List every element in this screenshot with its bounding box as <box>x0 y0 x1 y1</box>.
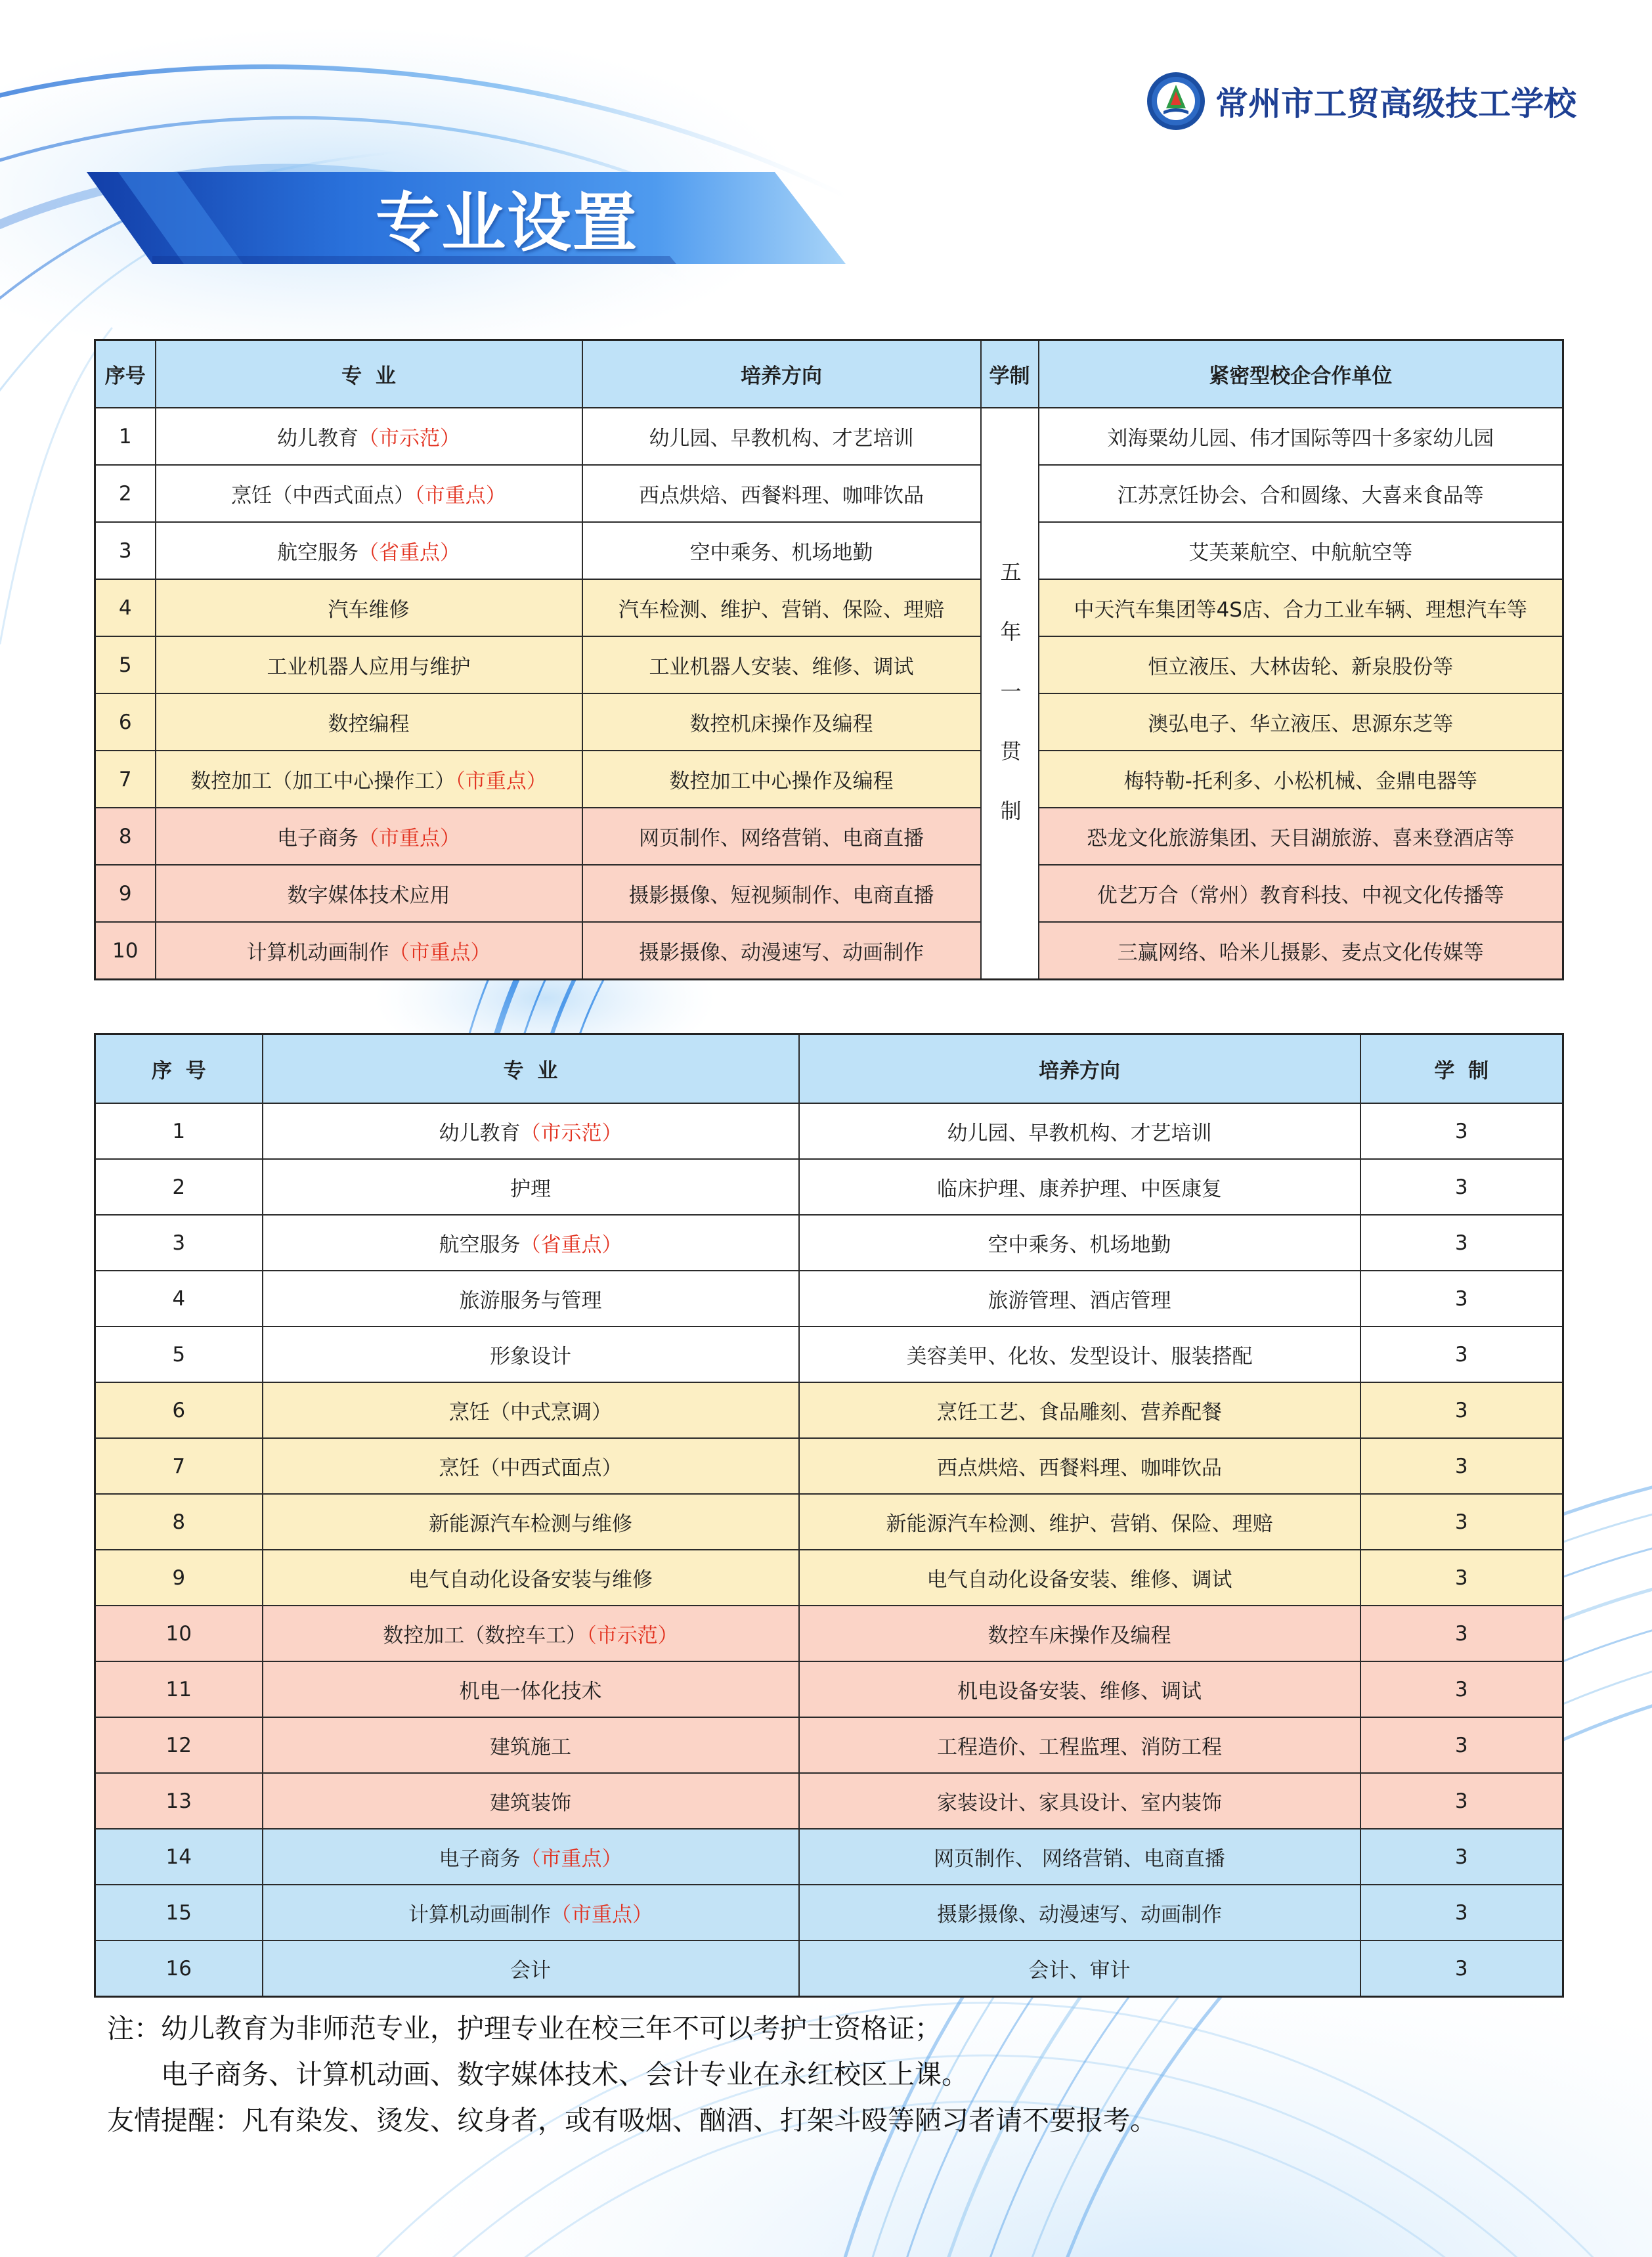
training-direction: 电气自动化设备安装、维修、调试 <box>799 1550 1360 1606</box>
major-cell <box>156 922 582 980</box>
partner-companies: 恒立液压、大林齿轮、新泉股份等 <box>1039 636 1563 693</box>
row-number: 8 <box>95 808 156 865</box>
row-number: 4 <box>95 579 156 636</box>
header-system: 学 制 <box>1360 1034 1563 1104</box>
row-number: 10 <box>95 922 156 980</box>
row-number: 4 <box>95 1271 263 1326</box>
partner-companies: 中天汽车集团等4S店、合力工业车辆、理想汽车等 <box>1039 579 1563 636</box>
row-number: 2 <box>95 465 156 522</box>
partner-companies: 澳弘电子、华立液压、思源东芝等 <box>1039 693 1563 751</box>
school-name: 常州市工贸高级技工学校 <box>1215 85 1576 123</box>
reminder-line: 友情提醒：凡有染发、烫发、纹身者，或有吸烟、酗酒、打架斗殴等陋习者请不要报考。 <box>107 2105 1157 2136</box>
table-row <box>95 865 1563 922</box>
row-number: 6 <box>95 1382 263 1438</box>
table-row <box>95 1159 1563 1215</box>
school-years: 3 <box>1360 1159 1563 1215</box>
major-level-tag: （市示范） <box>520 1122 622 1145</box>
training-direction: 网页制作、网络营销、电商直播 <box>582 808 981 865</box>
major-cell <box>263 1885 799 1940</box>
school-years: 3 <box>1360 1606 1563 1661</box>
major-cell <box>156 751 582 808</box>
training-direction: 数控车床操作及编程 <box>799 1606 1360 1661</box>
major-cell <box>156 579 582 636</box>
major-name: 数字媒体技术应用 <box>287 884 450 908</box>
training-direction: 数控机床操作及编程 <box>582 693 981 751</box>
major-name: 电子商务 <box>277 827 359 850</box>
major-level-tag: （市重点） <box>551 1903 653 1927</box>
header-major: 专 业 <box>156 340 582 408</box>
table-row <box>95 1773 1563 1829</box>
major-cell <box>263 1717 799 1773</box>
major-cell <box>263 1773 799 1829</box>
table-row <box>95 1382 1563 1438</box>
major-name: 新能源汽车检测与维修 <box>429 1512 632 1536</box>
row-number: 1 <box>95 408 156 465</box>
training-direction: 幼儿园、早教机构、才艺培训 <box>799 1103 1360 1159</box>
major-name: 护理 <box>510 1177 551 1201</box>
row-number: 9 <box>95 1550 263 1606</box>
table-row <box>95 1885 1563 1940</box>
training-direction: 家装设计、家具设计、室内装饰 <box>799 1773 1360 1829</box>
row-number: 7 <box>95 751 156 808</box>
school-years: 3 <box>1360 1829 1563 1885</box>
five-year-majors-table <box>94 339 1564 980</box>
major-cell <box>263 1829 799 1885</box>
major-cell <box>263 1606 799 1661</box>
row-number: 8 <box>95 1494 263 1550</box>
training-direction: 汽车检测、维护、营销、保险、理赔 <box>582 579 981 636</box>
major-name: 会计 <box>510 1959 551 1983</box>
major-name: 工业机器人应用与维护 <box>267 655 471 679</box>
training-direction: 新能源汽车检测、维护、营销、保险、理赔 <box>799 1494 1360 1550</box>
table-header-row <box>95 1034 1563 1104</box>
major-cell <box>156 808 582 865</box>
row-number: 7 <box>95 1438 263 1494</box>
row-number: 14 <box>95 1829 263 1885</box>
table-body <box>95 408 1563 980</box>
row-number: 16 <box>95 1940 263 1997</box>
school-emblem-icon <box>1146 71 1206 131</box>
major-name: 建筑施工 <box>490 1736 571 1759</box>
training-direction: 西点烘焙、西餐料理、咖啡饮品 <box>799 1438 1360 1494</box>
major-level-tag: （市重点） <box>520 1847 622 1871</box>
major-cell <box>263 1271 799 1326</box>
table-row <box>95 922 1563 980</box>
note-line: 注：幼儿教育为非师范专业，护理专业在校三年不可以考护士资格证； <box>107 2013 942 2044</box>
table-row <box>95 1494 1563 1550</box>
training-direction: 数控加工中心操作及编程 <box>582 751 981 808</box>
major-name: 电子商务 <box>439 1847 521 1871</box>
major-name: 航空服务 <box>439 1233 521 1257</box>
header-system: 学制 <box>981 340 1039 408</box>
school-years: 3 <box>1360 1940 1563 1997</box>
major-cell <box>263 1382 799 1438</box>
school-years: 3 <box>1360 1494 1563 1550</box>
page-title: 专业设置 <box>376 186 639 261</box>
row-number: 6 <box>95 693 156 751</box>
school-years: 3 <box>1360 1885 1563 1940</box>
training-direction: 工程造价、工程监理、消防工程 <box>799 1717 1360 1773</box>
school-years: 3 <box>1360 1550 1563 1606</box>
table-row <box>95 808 1563 865</box>
training-direction: 烹饪工艺、食品雕刻、营养配餐 <box>799 1382 1360 1438</box>
header-partners: 紧密型校企合作单位 <box>1039 340 1563 408</box>
row-number: 9 <box>95 865 156 922</box>
table-row <box>95 1326 1563 1382</box>
major-cell <box>263 1494 799 1550</box>
major-name: 汽车维修 <box>328 598 410 622</box>
major-name: 数控编程 <box>328 712 410 736</box>
school-years: 3 <box>1360 1326 1563 1382</box>
major-level-tag: （市重点） <box>359 827 460 850</box>
notes <box>107 2005 1157 2143</box>
partner-companies: 梅特勒-托利多、小松机械、金鼎电器等 <box>1039 751 1563 808</box>
major-name: 机电一体化技术 <box>459 1680 602 1703</box>
row-number: 15 <box>95 1885 263 1940</box>
major-cell <box>156 693 582 751</box>
training-direction: 空中乘务、机场地勤 <box>799 1215 1360 1271</box>
table-row <box>95 1271 1563 1326</box>
major-name: 数控加工（加工中心操作工） <box>190 770 456 793</box>
row-number: 3 <box>95 522 156 579</box>
major-level-tag: （省重点） <box>520 1233 622 1257</box>
table-row <box>95 408 1563 465</box>
training-direction: 机电设备安装、维修、调试 <box>799 1661 1360 1717</box>
table-row <box>95 693 1563 751</box>
school-years: 3 <box>1360 1438 1563 1494</box>
school-years: 3 <box>1360 1717 1563 1773</box>
row-number: 12 <box>95 1717 263 1773</box>
table-header-row <box>95 340 1563 408</box>
row-number: 5 <box>95 1326 263 1382</box>
partner-companies: 艾芙莱航空、中航航空等 <box>1039 522 1563 579</box>
row-number: 10 <box>95 1606 263 1661</box>
row-number: 1 <box>95 1103 263 1159</box>
table-row <box>95 1103 1563 1159</box>
major-cell <box>263 1550 799 1606</box>
training-direction: 摄影摄像、短视频制作、电商直播 <box>582 865 981 922</box>
training-direction: 工业机器人安装、维修、调试 <box>582 636 981 693</box>
row-number: 3 <box>95 1215 263 1271</box>
school-years: 3 <box>1360 1661 1563 1717</box>
table-row <box>95 1606 1563 1661</box>
table-body <box>95 1103 1563 1997</box>
training-direction: 空中乘务、机场地勤 <box>582 522 981 579</box>
table-row <box>95 1829 1563 1885</box>
major-cell <box>263 1326 799 1382</box>
training-direction: 西点烘焙、西餐料理、咖啡饮品 <box>582 465 981 522</box>
school-logo <box>1146 71 1576 131</box>
major-level-tag: （市重点） <box>389 941 491 965</box>
major-name: 航空服务 <box>277 541 359 565</box>
training-direction: 临床护理、康养护理、中医康复 <box>799 1159 1360 1215</box>
major-name: 电气自动化设备安装与维修 <box>408 1568 653 1592</box>
major-name: 烹饪（中西式面点） <box>231 484 415 508</box>
major-name: 形象设计 <box>490 1345 571 1369</box>
major-name: 旅游服务与管理 <box>459 1289 602 1313</box>
school-years: 3 <box>1360 1215 1563 1271</box>
header-number: 序 号 <box>95 1034 263 1104</box>
table-row <box>95 1550 1563 1606</box>
header-direction: 培养方向 <box>799 1034 1360 1104</box>
table-row <box>95 751 1563 808</box>
school-years: 3 <box>1360 1773 1563 1829</box>
major-name: 计算机动画制作 <box>246 941 389 965</box>
table-row <box>95 1438 1563 1494</box>
major-level-tag: （市示范） <box>586 1624 678 1648</box>
table-row <box>95 522 1563 579</box>
school-years: 3 <box>1360 1103 1563 1159</box>
partner-companies: 刘海粟幼儿园、伟才国际等四十多家幼儿园 <box>1039 408 1563 465</box>
major-cell <box>156 522 582 579</box>
major-cell <box>156 636 582 693</box>
header-number: 序号 <box>95 340 156 408</box>
header-major: 专 业 <box>263 1034 799 1104</box>
school-years: 3 <box>1360 1271 1563 1326</box>
school-system-value: 五年一贯制 <box>997 561 1022 860</box>
partner-companies: 恐龙文化旅游集团、天目湖旅游、喜来登酒店等 <box>1039 808 1563 865</box>
major-level-tag: （市重点） <box>414 484 506 508</box>
partner-companies: 江苏烹饪协会、合和圆缘、大喜来食品等 <box>1039 465 1563 522</box>
major-name: 计算机动画制作 <box>408 1903 551 1927</box>
major-level-tag: （市重点） <box>455 770 547 793</box>
major-name: 建筑装饰 <box>490 1791 571 1815</box>
major-cell <box>156 465 582 522</box>
training-direction: 美容美甲、化妆、发型设计、服装搭配 <box>799 1326 1360 1382</box>
school-years: 3 <box>1360 1382 1563 1438</box>
major-name: 数控加工（数控车工） <box>383 1624 587 1648</box>
major-name: 烹饪（中式烹调） <box>449 1401 612 1424</box>
table-row <box>95 1661 1563 1717</box>
major-cell <box>263 1215 799 1271</box>
partner-companies: 优艺万合（常州）教育科技、中视文化传播等 <box>1039 865 1563 922</box>
major-name: 烹饪（中西式面点） <box>439 1457 622 1480</box>
major-cell <box>263 1438 799 1494</box>
header-direction: 培养方向 <box>582 340 981 408</box>
training-direction: 会计、审计 <box>799 1940 1360 1997</box>
row-number: 11 <box>95 1661 263 1717</box>
training-direction: 摄影摄像、动漫速写、动画制作 <box>582 922 981 980</box>
three-year-majors-table <box>94 1033 1564 1998</box>
major-name: 幼儿教育 <box>277 427 359 450</box>
table-row <box>95 1215 1563 1271</box>
major-name: 幼儿教育 <box>439 1122 521 1145</box>
school-system-cell <box>981 408 1039 980</box>
table-row <box>95 579 1563 636</box>
partner-companies: 三赢网络、哈米儿摄影、麦点文化传媒等 <box>1039 922 1563 980</box>
training-direction: 摄影摄像、动漫速写、动画制作 <box>799 1885 1360 1940</box>
major-cell <box>263 1159 799 1215</box>
training-direction: 旅游管理、酒店管理 <box>799 1271 1360 1326</box>
row-number: 2 <box>95 1159 263 1215</box>
major-cell <box>263 1103 799 1159</box>
major-level-tag: （省重点） <box>359 541 460 565</box>
training-direction: 网页制作、 网络营销、电商直播 <box>799 1829 1360 1885</box>
row-number: 13 <box>95 1773 263 1829</box>
major-cell <box>263 1661 799 1717</box>
major-cell <box>263 1940 799 1997</box>
note-line: 电子商务、计算机动画、数字媒体技术、会计专业在永红校区上课。 <box>161 2059 968 2090</box>
table-row <box>95 1940 1563 1997</box>
table-row <box>95 636 1563 693</box>
major-level-tag: （市示范） <box>359 427 460 450</box>
training-direction: 幼儿园、早教机构、才艺培训 <box>582 408 981 465</box>
row-number: 5 <box>95 636 156 693</box>
major-cell <box>156 408 582 465</box>
table-row <box>95 465 1563 522</box>
table-row <box>95 1717 1563 1773</box>
major-cell <box>156 865 582 922</box>
